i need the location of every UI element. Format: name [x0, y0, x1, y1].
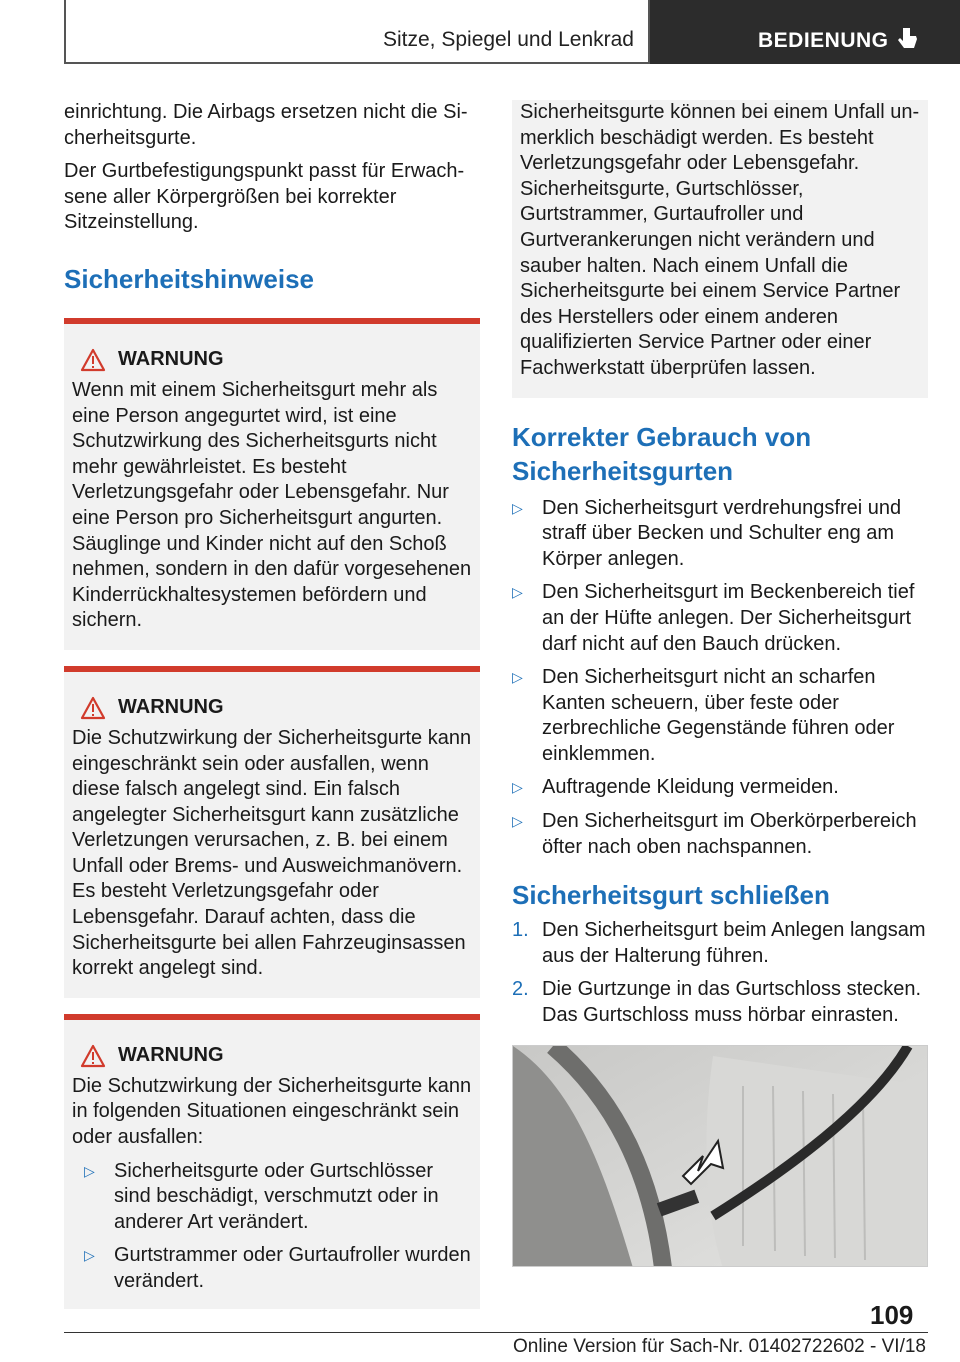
triangle-bullet-icon: ▷	[512, 779, 523, 796]
list-item: ▷ Den Sicherheitsgurt im Beckenbereich tief an der Hüfte anlegen. Der Sicherheitsgurt darf nicht auf den Bauch drücken.	[512, 581, 915, 655]
page-number: 109	[870, 1300, 914, 1330]
triangle-bullet-icon: ▷	[512, 499, 523, 516]
warning-box	[64, 666, 480, 998]
triangle-bullet-icon: ▷	[512, 669, 523, 686]
header-section-title: Sitze, Spiegel und Lenkrad	[382, 28, 634, 51]
section-heading: Sicherheitsgurt schließen	[512, 880, 830, 911]
warning-title	[72, 696, 472, 720]
triangle-bullet-icon: ▷	[84, 1162, 95, 1179]
warning-box	[64, 318, 480, 650]
list-item: ▷ Gurtstrammer oder Gurtaufroller wurden verändert.	[84, 1244, 471, 1292]
warning-title	[72, 1044, 472, 1068]
seatbelt-photo	[512, 1045, 928, 1267]
warning-list	[72, 1159, 472, 1295]
warning-text: Die Schutzwirkung der Sicherheitsgurte kann eingeschränkt sein oder ausfallen, wenn diese falsch angelegt sind. Ein falsch angelegter Sicherheitsgurt kann zusätzliche Verletzungen verursachen, z. B. bei einem Unfall oder Brems- und Ausweichmanövern. Es besteht Verletzungsgefahr oder Lebensgefahr. Darauf achten, dass die Sicherheitsgurte bei allen Fahrzeuginsassen korrekt angelegt sind.	[72, 726, 472, 980]
paragraph: einrichtung. Die Airbags ersetzen nicht die Sicherheitsgurte.	[64, 101, 468, 149]
warning-triangle-icon	[80, 696, 106, 720]
section-heading: Sicherheitshinweise	[64, 263, 314, 294]
info-text: Sicherheitsgurte können bei einem Unfall unmerklich beschädigt werden. Es besteht Verletzungsgefahr oder Lebensgefahr. Sicherheitsgurte, Gurtschlösser, Gurtstrammer, Gurtaufroller und Gurtverankerungen nicht verändern und sauber halten. Nach einem Unfall die Sicherheitsgurte bei einem Service Partner des Herstellers oder einem anderen qualifizierten Service Partner oder einer Fachwerkstatt überprüfen lassen.	[520, 101, 920, 379]
paragraph: Der Gurtbefestigungspunkt passt für Erwachsene aller Körpergrößen bei korrekter Sitzeinstellung.	[64, 160, 465, 234]
footer-divider	[64, 1332, 928, 1333]
usage-list	[512, 496, 928, 861]
list-item: ▷ Den Sicherheitsgurt verdrehungsfrei und straff über Becken und Schulter eng am Körper anlegen.	[512, 496, 902, 570]
warning-text: Wenn mit einem Sicherheitsgurt mehr als eine Person angegurtet wird, ist eine Schutzwirkung des Sicherheitsgurts nicht mehr gewährleistet. Es besteht Verletzungsgefahr oder Lebensgefahr. Nur eine Person pro Sicherheitsgurt angurten. Säuglinge und Kinder nicht auf den Schoß nehmen, sondern in den dafür vorgesehenen Kinderrückhaltesystemen befördern und sichern.	[72, 378, 472, 632]
step-number: 1.	[512, 919, 529, 942]
triangle-bullet-icon: ▷	[512, 813, 523, 830]
step-item: 1. Den Sicherheitsgurt beim Anlegen langsam aus der Halterung führen.	[512, 919, 926, 967]
header-chapter-tab	[650, 0, 960, 64]
warning-triangle-icon	[80, 348, 106, 372]
warning-label: WARNUNG	[118, 1044, 224, 1067]
warning-label: WARNUNG	[118, 348, 224, 371]
warning-triangle-icon	[80, 1044, 106, 1068]
right-column	[512, 100, 928, 1267]
list-item: ▷ Auftragende Kleidung vermeiden.	[512, 775, 928, 801]
header-chapter-title: BEDIENUNG	[758, 29, 889, 52]
section-heading: Korrekter Gebrauch von Sicherheitsgurten	[512, 421, 812, 486]
warning-title	[72, 348, 472, 372]
footer-text: Online Version für Sach-Nr. 01402722602 - VI/18	[513, 1336, 926, 1357]
header-section-tab	[64, 0, 650, 64]
info-box	[512, 100, 928, 398]
list-item: ▷ Den Sicherheitsgurt im Oberkörperbereich öfter nach oben nachspannen.	[512, 810, 917, 858]
hand-pointer-icon	[896, 26, 920, 54]
list-item: ▷ Den Sicherheitsgurt nicht an scharfen Kanten scheuern, über feste oder zerbrechliche Gegenstände führen oder einklemmen.	[512, 666, 895, 765]
warning-text: Die Schutzwirkung der Sicherheitsgurte kann in folgenden Situationen eingeschränkt sein oder ausfallen:	[72, 1074, 472, 1149]
triangle-bullet-icon: ▷	[512, 584, 523, 601]
triangle-bullet-icon: ▷	[84, 1247, 95, 1264]
step-item: 2. Die Gurtzunge in das Gurtschloss stecken. Das Gurtschloss muss hörbar einrasten.	[512, 978, 922, 1027]
steps-list	[512, 918, 928, 1028]
warning-box	[64, 1014, 480, 1309]
left-column	[64, 100, 480, 1309]
step-number: 2.	[512, 978, 529, 1001]
warning-label: WARNUNG	[118, 696, 224, 719]
list-item: ▷ Sicherheitsgurte oder Gurtschlösser sind beschädigt, verschmutzt oder in anderer Art verändert.	[84, 1159, 439, 1233]
